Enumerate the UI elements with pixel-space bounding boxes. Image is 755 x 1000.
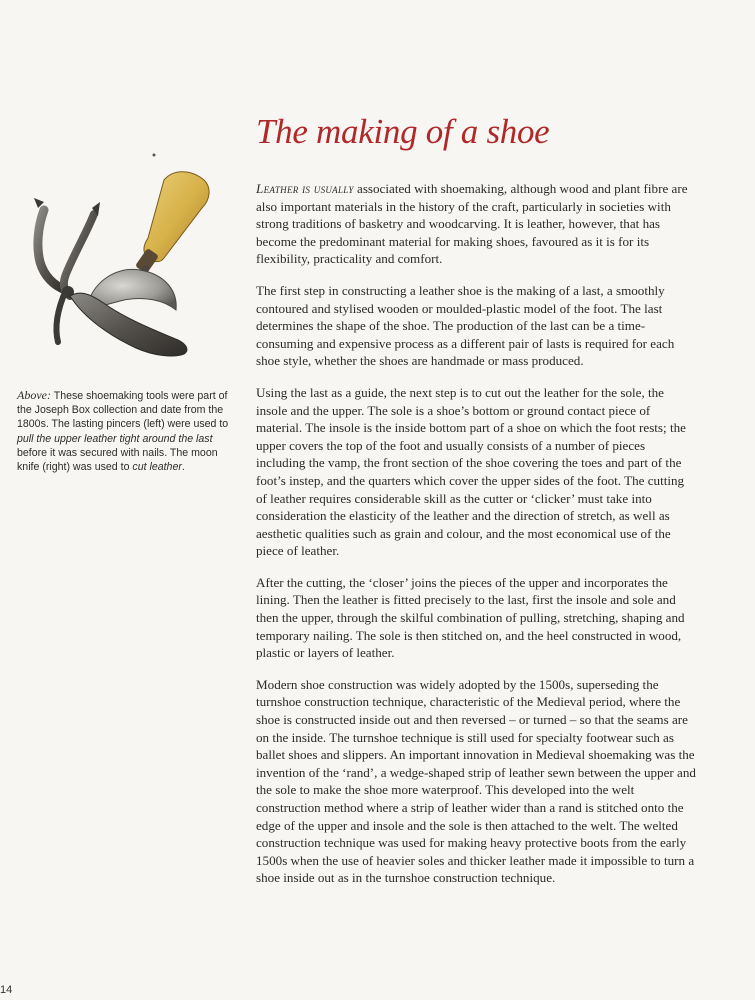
image-caption (17, 388, 239, 474)
caption-text-2: before it was secured with nails. The moon knife (right) was used to (17, 446, 218, 474)
paragraph-4: After the cutting, the ‘closer’ joins the pieces of the upper and incorporates the lining. Then the leather is fitted precisely to the last, first the insole and sole and then the upper, through the skilful combination of pulling, stretching, shaping and temporary nailing. The sole is then stitched on, and the heel constructed in wood, plastic or layers of leather. (256, 574, 685, 661)
page-number: 14 (0, 984, 13, 996)
speck (153, 154, 156, 157)
caption-emphasis-2: cut leather (132, 461, 182, 474)
caption-lead: Above: (17, 388, 51, 402)
caption-text-3: . (181, 461, 185, 474)
paragraph-2: The first step in constructing a leather shoe is the making of a last, a smoothly contoured and stylised wooden or moulded-plastic model of the foot. The last determines the shape of the shoe. The production of the last can be a time-consuming and expensive process as a different pair of lasts is required for each shoe style, whether the shoes are handmade or mass produced. (256, 282, 675, 369)
tools-image (14, 150, 234, 380)
paragraph-1-lead: Leather is usually (256, 181, 354, 196)
moon-knife (86, 172, 209, 310)
paragraph-1-text: associated with shoemaking, although wood and plant fibre are also important materials in the history of the craft, particularly in societies with strong traditions of basketry and woodcarving. It is leather, however, that has become the predominant material for making shoes, favoured as it is for its flexibility, practicality and comfort. (256, 181, 688, 267)
article-body (256, 180, 696, 901)
caption-emphasis-1: pull the upper leather tight around the last (17, 432, 213, 445)
caption-text-1: These shoemaking tools were part of the Joseph Box collection and date from the 1800s. The lasting pincers (left) were used to (17, 390, 229, 431)
page-title: The making of a shoe (256, 112, 550, 151)
shoemaking-tools-illustration (14, 150, 234, 380)
paragraph-3: Using the last as a guide, the next step is to cut out the leather for the sole, the insole and the upper. The sole is a shoe’s bottom or ground contact piece of material. The insole is the inside bottom part of a shoe on which the foot rests; the upper covers the top of the foot and usually consists of a number of pieces including the vamp, the front section of the shoe covering the toes and part of the foot’s instep, and the quarters which cover the upper sides of the foot. The cutting of leather requires considerable skill as the cutter or ‘clicker’ must take into consideration the elasticity of the leather and the direction of stretch, as well as aesthetic qualities such as grain and colour, and the most economical use of the piece of leather. (256, 384, 686, 559)
paragraph-5: Modern shoe construction was widely adopted by the 1500s, superseding the turnshoe construction technique, characteristic of the Medieval period, where the shoe is constructed inside out and then reversed – or turned – so that the seams are on the inside. The turnshoe technique is still used for specialty footwear such as ballet shoes and slippers. An important innovation in Medieval shoemaking was the invention of the ‘rand’, a wedge-shaped strip of leather sewn between the upper and the sole to make the shoe more waterproof. This developed into the welt construction method where a strip of leather wider than a rand is stitched onto the edge of the upper and insole and the sole is then attached to the welt. The welted construction technique was used for making heavy protective boots from the early 1500s when the use of heavier soles and thicker leather made it impossible to turn a shoe inside out as in the turnshoe construction technique. (256, 676, 696, 886)
paragraph-1 (256, 180, 696, 268)
